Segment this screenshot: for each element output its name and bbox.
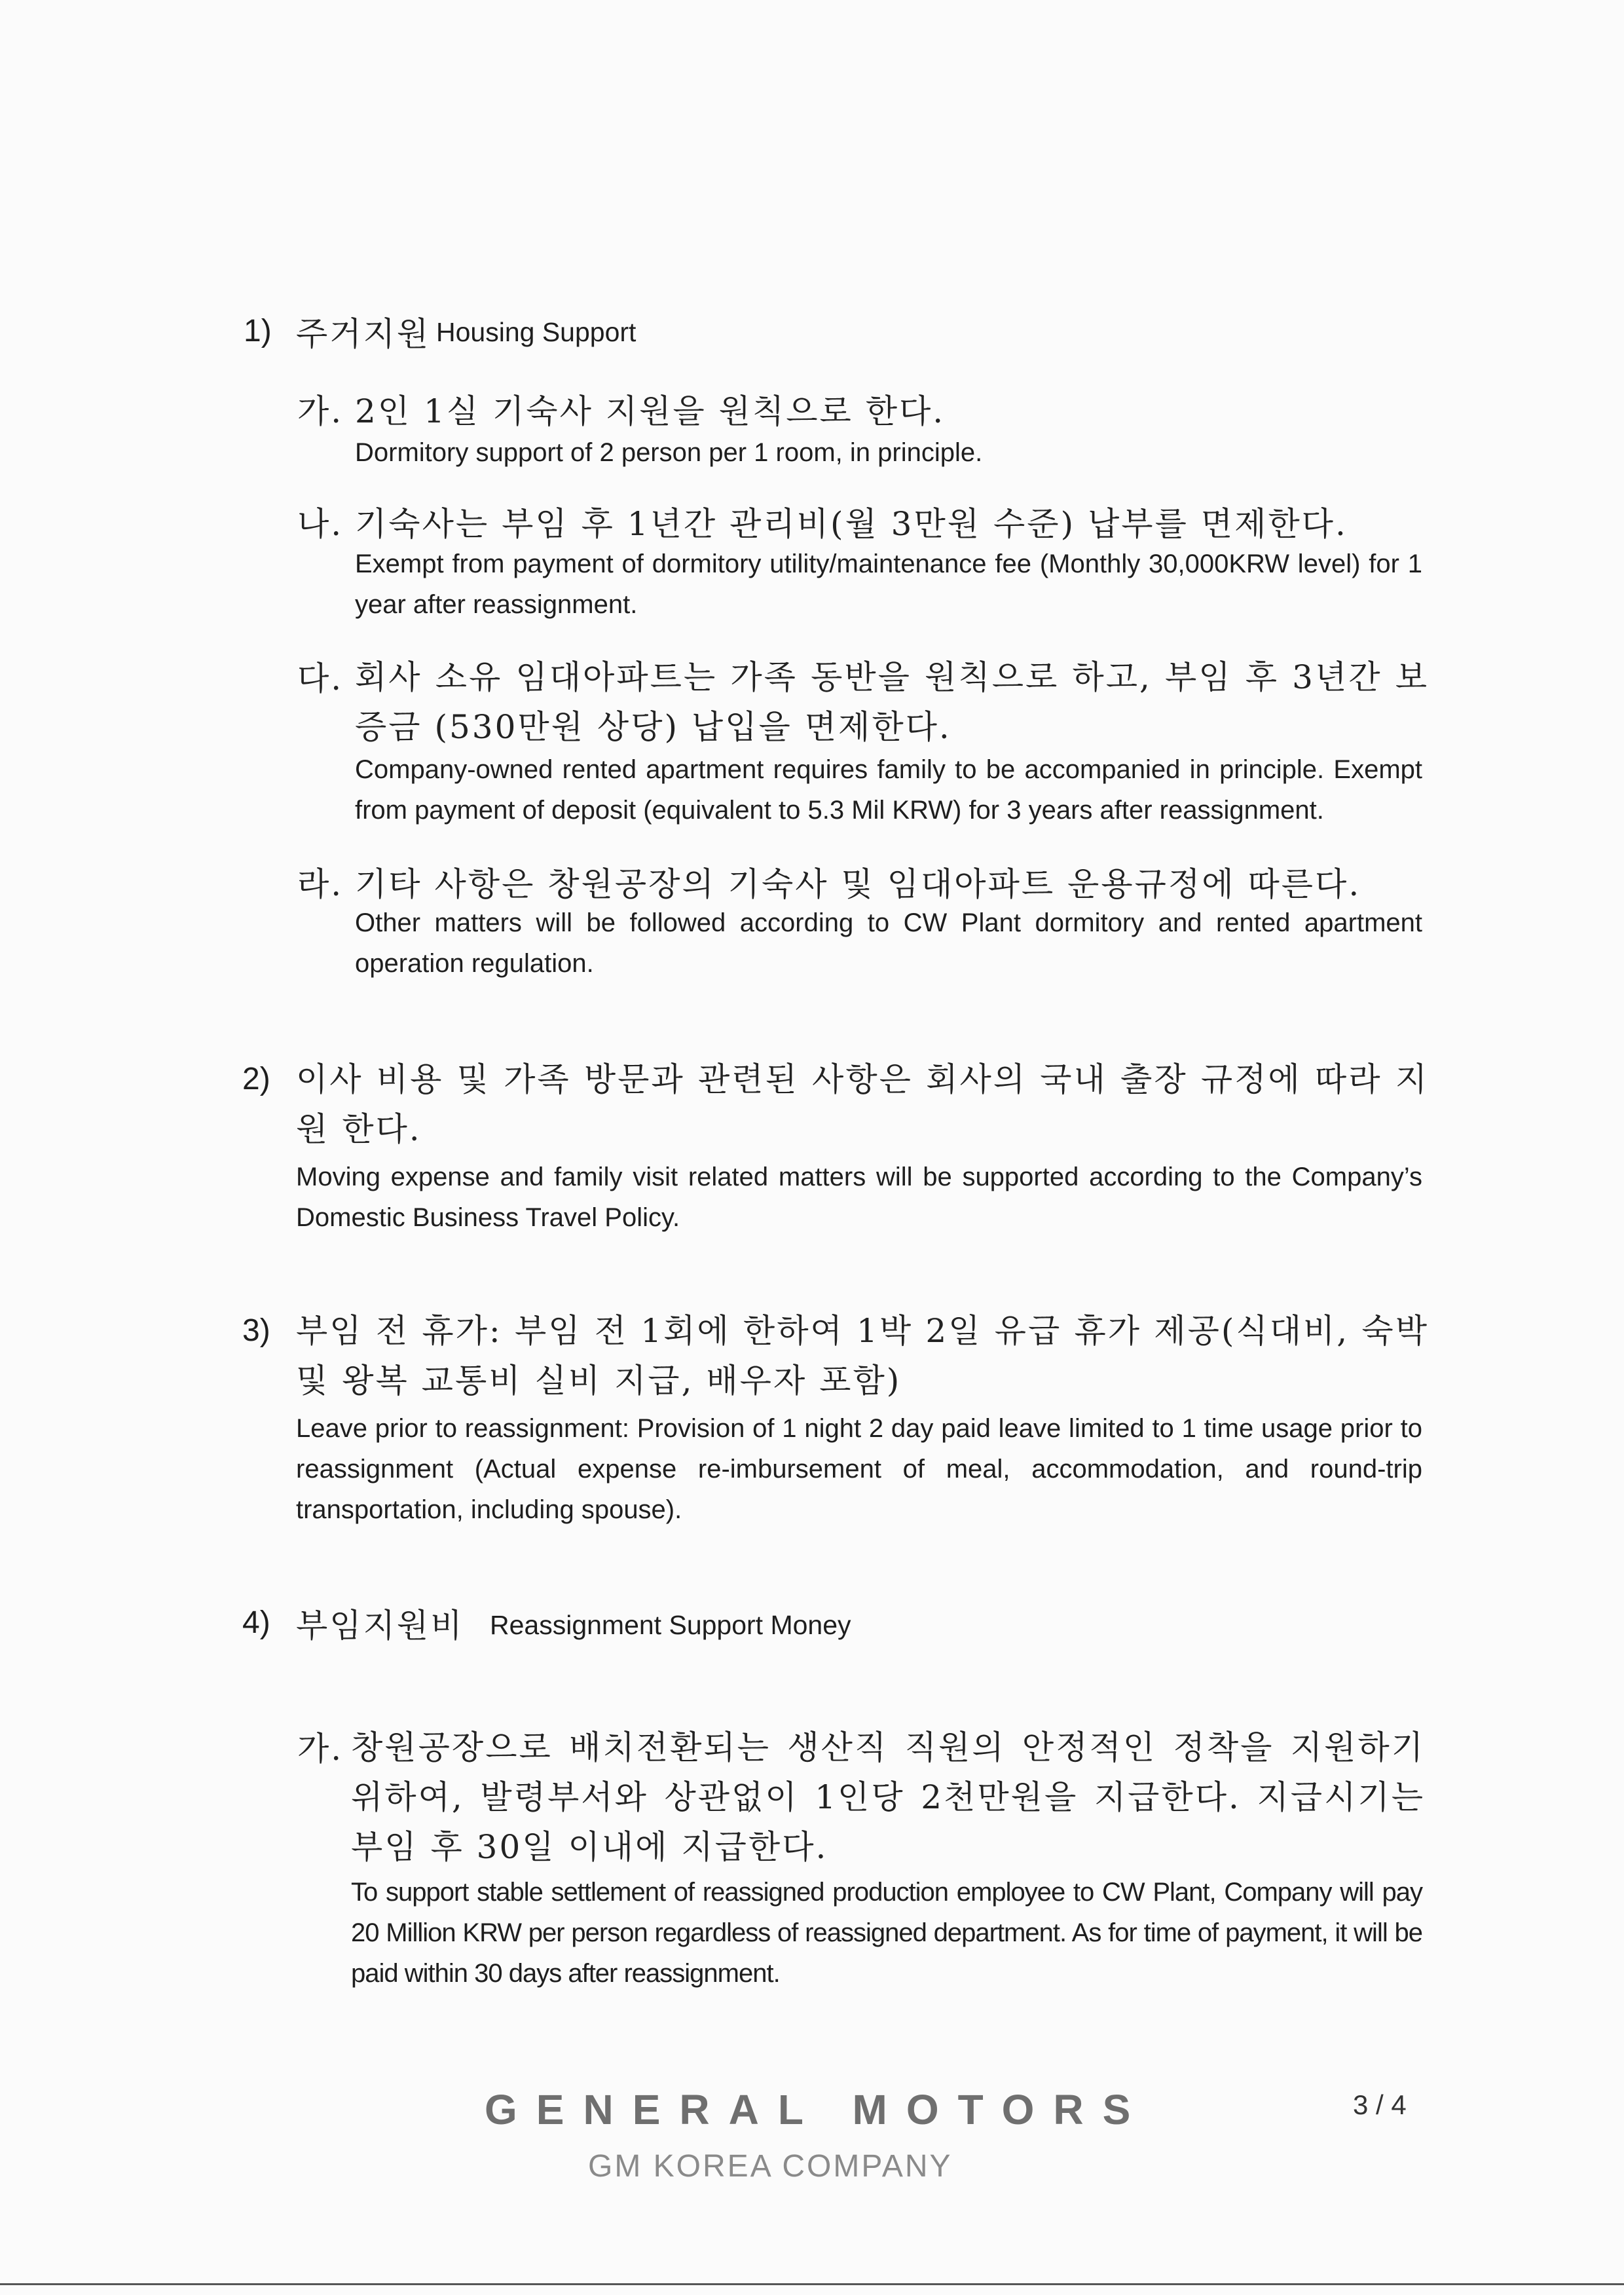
section-1-title-en: Housing Support bbox=[436, 317, 637, 347]
item-marker: 나. bbox=[297, 505, 344, 543]
section-3-ko-text: 부임 전 휴가: 부임 전 1회에 한하여 1박 2일 유급 휴가 제공(식대비, 숙박 및 왕복 교통비 실비 지급, 배우자 포함) bbox=[296, 1312, 1429, 1400]
section-4-title-en: Reassignment Support Money bbox=[490, 1610, 851, 1640]
section-2-ko-text: 이사 비용 및 가족 방문과 관련된 사항은 회사의 국내 출장 규정에 따라 지원 한다. bbox=[296, 1060, 1429, 1148]
section-2-number: 2) bbox=[242, 1062, 270, 1096]
item-en-text: Dormitory support of 2 person per 1 room, in principle. bbox=[355, 438, 983, 467]
item-ko-text: 2인 1실 기숙사 지원을 원칙으로 한다. bbox=[355, 392, 946, 430]
item-ko-text: 기타 사항은 창원공장의 기숙사 및 임대아파트 운용규정에 따른다. bbox=[355, 865, 1361, 903]
item-ko-text: 기숙사는 부임 후 1년간 관리비(월 3만원 수준) 납부를 면제한다. bbox=[355, 505, 1348, 543]
section-1-title-ko: 주거지원 bbox=[296, 315, 431, 353]
item-ko-text: 회사 소유 임대아파트는 가족 동반을 원칙으로 하고, 부임 후 3년간 보증금 (530만원 상당) 납입을 면제한다. bbox=[355, 658, 1429, 746]
item-marker: 라. bbox=[297, 865, 344, 903]
section-1-number: 1) bbox=[244, 314, 272, 348]
item-marker: 가. bbox=[297, 1730, 344, 1768]
item-en-text: Exempt from payment of dormitory utility/maintenance fee (Monthly 30,000KRW level) for 1 year after reassignment. bbox=[355, 550, 1422, 619]
section-3-number: 3) bbox=[242, 1313, 270, 1348]
bottom-divider bbox=[0, 2283, 1624, 2285]
page-number: 3 / 4 bbox=[1353, 2089, 1407, 2120]
footer-company-name: GM KOREA COMPANY bbox=[588, 2149, 953, 2184]
section-3-en-text: Leave prior to reassignment: Provision of 1 night 2 day paid leave limited to 1 time usage prior to reassignment (Actual expense re-imbursement of meal, accommodation, and round-trip transportation, including spouse). bbox=[296, 1414, 1422, 1524]
item-en-text: Other matters will be followed according to CW Plant dormitory and rented apartment operation regulation. bbox=[355, 908, 1422, 978]
item-marker: 다. bbox=[297, 660, 344, 698]
item-marker: 가. bbox=[297, 392, 344, 430]
section-2-en-text: Moving expense and family visit related matters will be supported according to the Company’s Domestic Business Travel Policy. bbox=[296, 1163, 1422, 1232]
item-ko-text: 창원공장으로 배치전환되는 생산직 직원의 안정적인 정착을 지원하기 위하여, 발령부서와 상관없이 1인당 2천만원을 지급한다. 지급시기는 부임 후 30일 이내에 지급한다. bbox=[351, 1728, 1425, 1866]
item-en-text: To support stable settlement of reassigned production employee to CW Plant, Company will pay 20 Million KRW per person regardless of reassigned department. As for time of payment, it will be paid within 30 days after reassignment. bbox=[351, 1878, 1422, 1988]
footer-brand-logo: GENERAL MOTORS bbox=[485, 2086, 1150, 2133]
section-4-number: 4) bbox=[242, 1605, 270, 1640]
item-en-text: Company-owned rented apartment requires family to be accompanied in principle. Exempt from payment of deposit (equivalent to 5.3 Mil KRW) for 3 years after reassignment. bbox=[355, 755, 1422, 825]
section-4-title-ko: 부임지원비 bbox=[296, 1607, 464, 1645]
